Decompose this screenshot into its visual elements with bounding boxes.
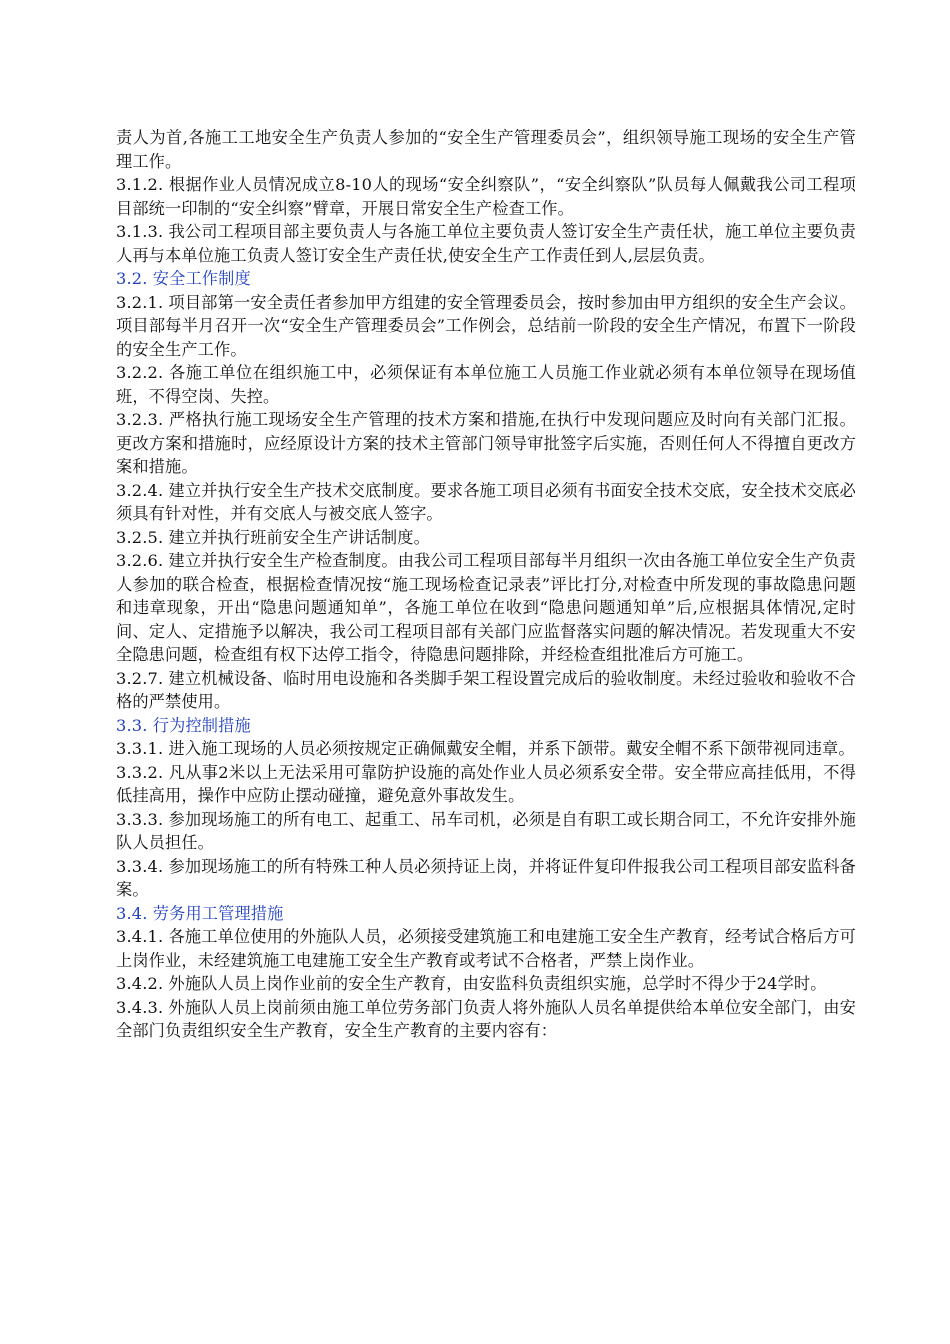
paragraph-3-4-1: 3.4.1. 各施工单位使用的外施队人员，必须接受建筑施工和电建施工安全生产教育，经考试合格后方可上岗作业，未经建筑施工电建施工安全生产教育或考试不合格者，严禁上岗作业。: [116, 927, 856, 970]
paragraph-3-2-3: 3.2.3. 严格执行施工现场安全生产管理的技术方案和措施,在执行中发现问题应及时向有关部门汇报。更改方案和措施时，应经原设计方案的技术主管部门领导审批签字后实施，否则任何人不得擅自更改方案和措施。: [116, 410, 856, 476]
section-heading-3-3: 3.3. 行为控制措施: [116, 715, 251, 735]
paragraph-3-1-3: 3.1.3. 我公司工程项目部主要负责人与各施工单位主要负责人签订安全生产责任状，施工单位主要负责人再与本单位施工负责人签订安全生产责任状,使安全生产工作责任到人,层层负责。: [116, 222, 856, 265]
paragraph-3-3-3: 3.3.3. 参加现场施工的所有电工、起重工、吊车司机，必须是自有职工或长期合同工，不允许安排外施队人员担任。: [116, 809, 856, 852]
paragraph-3-3-1: 3.3.1. 进入施工现场的人员必须按规定正确佩戴安全帽，并系下颌带。戴安全帽不系下颌带视同违章。: [116, 739, 855, 758]
section-heading-3-2: 3.2. 安全工作制度: [116, 269, 251, 288]
section-heading-3-4: 3.4. 劳务用工管理措施: [116, 903, 284, 923]
paragraph-3-2-4: 3.2.4. 建立并执行安全生产技术交底制度。要求各施工项目必须有书面安全技术交底，安全技术交底必须具有针对性，并有交底人与被交底人签字。: [116, 480, 856, 523]
paragraph-3-2-2: 3.2.2. 各施工单位在组织施工中，必须保证有本单位施工人员施工作业就必须有本单位领导在现场值班，不得空岗、失控。: [116, 363, 856, 406]
paragraph-3-4-3: 3.4.3. 外施队人员上岗前须由施工单位劳务部门负责人将外施队人员名单提供给本单位安全部门，由安全部门负责组织安全生产教育，安全生产教育的主要内容有：: [116, 997, 856, 1040]
paragraph-3-2-6: 3.2.6. 建立并执行安全生产检查制度。由我公司工程项目部每半月组织一次由各施工单位安全生产负责人参加的联合检查，根据检查情况按“施工现场检查记录表”评比打分,对检查中所发现的事故隐患问题和违章现象，开出“隐患问题通知单”，各施工单位在收到“隐患问题通知单”后,应根据具体情况,定时间、定人、定措施予以解决，我公司工程项目部有关部门应监督落实问题的解决情况。若发现重大不安全隐患问题，检查组有权下达停工指令，待隐患问题排除，并经检查组批准后方可施工。: [116, 551, 856, 664]
paragraph-3-2-7: 3.2.7. 建立机械设备、临时用电设施和各类脚手架工程设置完成后的验收制度。未经过验收和验收不合格的严禁使用。: [116, 668, 856, 711]
paragraph-3-3-4: 3.3.4. 参加现场施工的所有特殊工种人员必须持证上岗，并将证件复印件报我公司工程项目部安监科备案。: [116, 856, 856, 899]
paragraph-3-2-5: 3.2.5. 建立并执行班前安全生产讲话制度。: [116, 527, 430, 547]
paragraph-3-4-2: 3.4.2. 外施队人员上岗作业前的安全生产教育，由安监科负责组织实施，总学时不得少于24学时。: [116, 974, 827, 993]
paragraph-3-1-2: 3.1.2. 根据作业人员情况成立8-10人的现场“安全纠察队”，“安全纠察队”队员每人佩戴我公司工程项目部统一印制的“安全纠察”臂章，开展日常安全生产检查工作。: [116, 175, 856, 218]
paragraph-3-2-1: 3.2.1. 项目部第一安全责任者参加甲方组建的安全管理委员会，按时参加由甲方组织的安全生产会议。项目部每半月召开一次“安全生产管理委员会”工作例会，总结前一阶段的安全生产情况，布置下一阶段的安全生产工作。: [116, 292, 856, 359]
document-page: [116, 126, 856, 1043]
paragraph-3-3-2: 3.3.2. 凡从事2米以上无法采用可靠防护设施的高处作业人员必须系安全带。安全带应高挂低用，不得低挂高用，操作中应防止摆动碰撞，避免意外事故发生。: [116, 762, 856, 805]
paragraph-3-1-1-continued: 责人为首,各施工工地安全生产负责人参加的“安全生产管理委员会”，组织领导施工现场的安全生产管理工作。: [116, 128, 856, 171]
